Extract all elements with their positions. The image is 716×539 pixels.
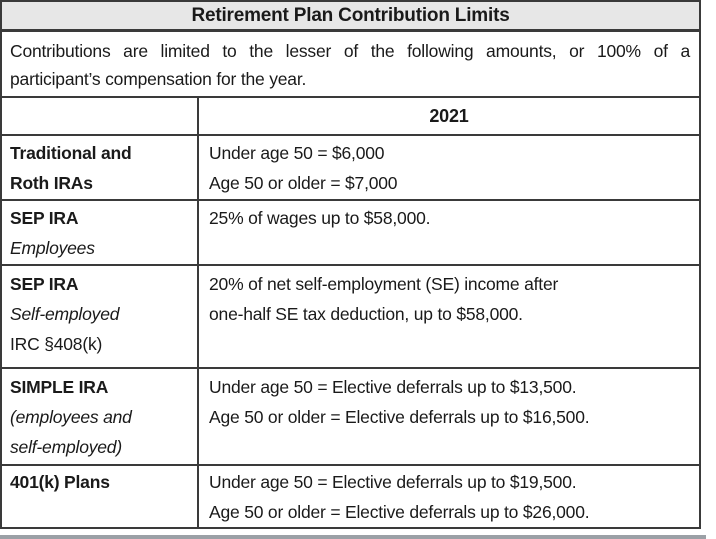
table-row-sep-ira-self-employed — [2, 266, 699, 369]
limit-cell — [199, 266, 699, 367]
year-header-empty-cell — [2, 98, 199, 134]
intro-line-2: participant’s compensation for the year. — [10, 69, 307, 89]
plan-subtitle: Self-employed — [10, 304, 120, 324]
plan-name: SEP IRA — [10, 208, 79, 228]
plan-subtitle: self-employed) — [10, 437, 122, 457]
table-title: Retirement Plan Contribution Limits — [2, 0, 699, 32]
plan-subtitle: (employees and — [10, 407, 132, 427]
limit-text: Age 50 or older = Elective deferrals up to $26,000. — [209, 502, 590, 522]
plan-name-cell — [2, 369, 199, 464]
intro-line-1: Contributions are limited to the lesser of the following amounts, or 100% of a — [10, 41, 690, 61]
limit-cell — [199, 201, 699, 264]
intro-paragraph — [2, 32, 699, 98]
limit-text: Age 50 or older = Elective deferrals up to $16,500. — [209, 407, 590, 427]
plan-name-cell — [2, 136, 199, 199]
limit-text: Under age 50 = $6,000 — [209, 143, 385, 163]
year-header-row — [2, 98, 699, 136]
limit-text: Under age 50 = Elective deferrals up to $19,500. — [209, 472, 577, 492]
limit-text: 25% of wages up to $58,000. — [209, 208, 431, 228]
plan-name: Roth IRAs — [10, 173, 93, 193]
limit-text: 20% of net self-employment (SE) income after — [209, 274, 559, 294]
limit-text: one-half SE tax deduction, up to $58,000. — [209, 304, 523, 324]
plan-name: SIMPLE IRA — [10, 377, 109, 397]
plan-irc-reference: IRC §408(k) — [10, 334, 103, 354]
year-header: 2021 — [429, 106, 469, 126]
table-row-traditional-roth-ira — [2, 136, 699, 201]
plan-name-cell — [2, 201, 199, 264]
table-row-sep-ira-employees — [2, 201, 699, 266]
limit-cell — [199, 369, 699, 464]
table-row-401k-plans — [2, 466, 699, 529]
limit-cell — [199, 466, 699, 527]
limit-cell — [199, 136, 699, 199]
plan-name-cell — [2, 466, 199, 527]
plan-subtitle: Employees — [10, 238, 95, 258]
plan-name-cell — [2, 266, 199, 367]
table-row-simple-ira — [2, 369, 699, 466]
plan-name: 401(k) Plans — [10, 472, 110, 492]
plan-name: SEP IRA — [10, 274, 79, 294]
limit-text: Under age 50 = Elective deferrals up to $13,500. — [209, 377, 577, 397]
bottom-rule — [0, 535, 706, 539]
limit-text: Age 50 or older = $7,000 — [209, 173, 398, 193]
plan-name: Traditional and — [10, 143, 132, 163]
